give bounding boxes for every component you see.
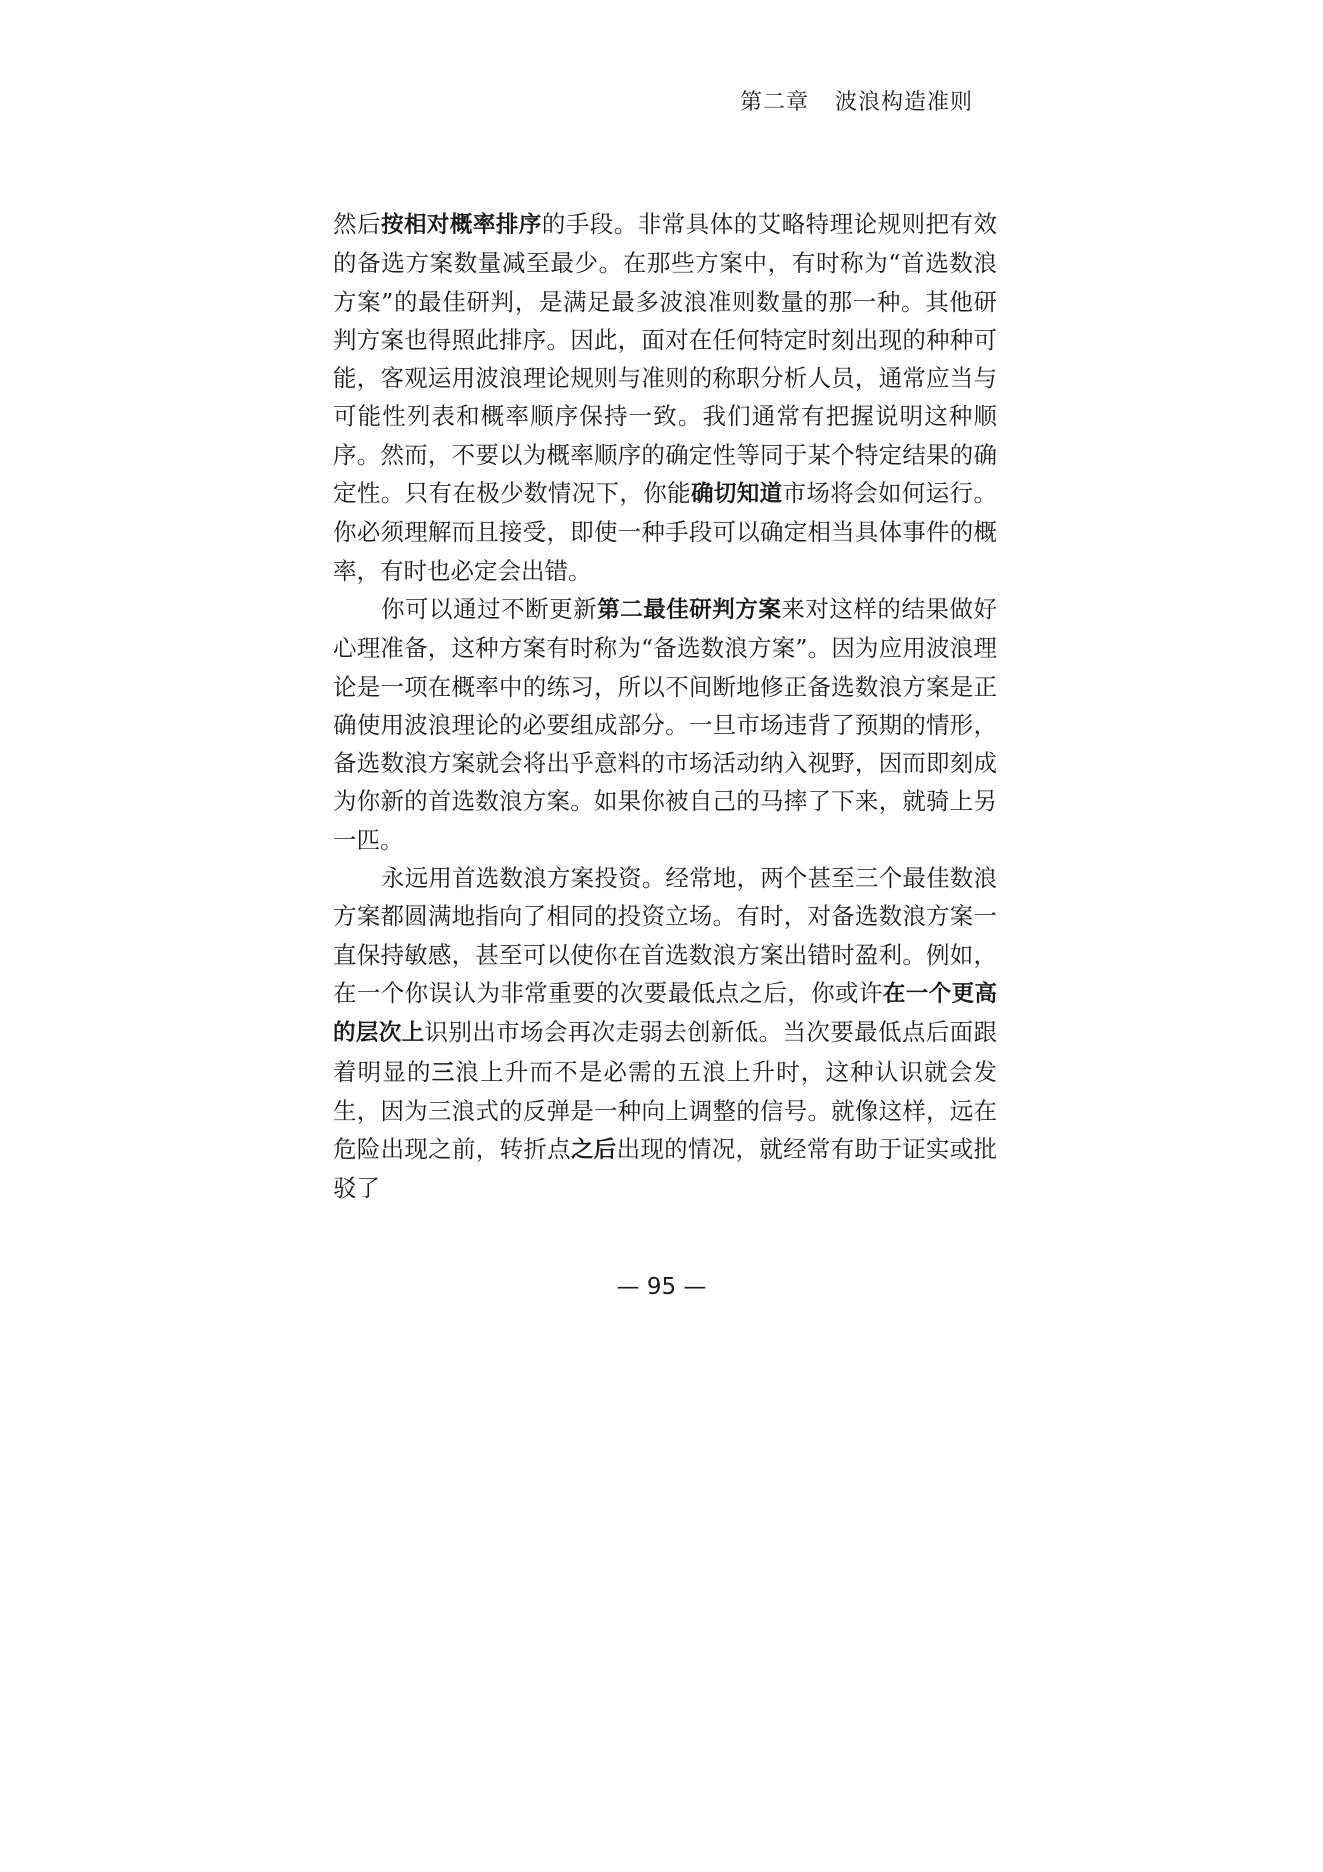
paragraph [333,205,997,590]
chapter-title: 波浪构造准则 [835,90,974,115]
paragraph [333,590,997,859]
emphasized-text: 之后 [570,1137,617,1164]
text-run: 市场将会如何运行。你必须理解而且接受，即使一种手段可以确定相当具体事件的概率，有时也必定会出错。 [333,479,997,585]
page-number: — 95 — [616,1274,707,1300]
text-run: 然后 [333,210,381,238]
body-text [333,205,997,1208]
emphasized-text: 按相对概率排序 [380,212,542,238]
text-run: 你可以通过不断更新 [381,594,598,623]
emphasized-text: 第二最佳研判方案 [597,596,782,623]
running-header [740,88,973,118]
emphasized-text: 确切知道 [691,481,783,508]
text-run: 出现的情况，就经常有助于证实或批驳了 [333,1135,997,1203]
text-run: 浪上升而不是必需的五浪上升时，这种认识就会发生，因为三浪式的反弹是一种向上调整的信号。就像这样，远在危险出现之前，转折点 [333,1057,998,1164]
emphasized-text: 三 [431,1059,456,1086]
text-run: 来对这样的结果做好心理准备，这种方案有时称为“备选数浪方案”。因为应用波浪理论是一项在概率中的练习，所以不间断地修正备选数浪方案是正确使用波浪理论的必要组成部分。一旦市场违背了预期的情形，备选数浪方案就会将出乎意料的市场活动纳入视野，因而即刻成为你新的首选数浪方案。如果你被自己的马摔了下来，就骑上另一匹。 [333,594,997,854]
text-run: 识别出市场会再次走弱去创新低。当次要最低点后面跟着明显的 [333,1018,997,1086]
paragraph [333,859,997,1208]
chapter-number: 第二章 [740,90,810,115]
text-run: 的手段。非常具体的艾略特理论规则把有效的备选方案数量减至最少。在那些方案中，有时称为“首选数浪方案”的最佳研判，是满足最多波浪准则数量的那一种。其他研判方案也得照此排序。因此，面对在任何特定时刻出现的种种可能，客观运用波浪理论规则与准则的称职分析人员，通常应当与可能性列表和概率顺序保持一致。我们通常有把握说明这种顺序。然而，不要以为概率顺序的确定性等同于某个特定结果的确定性。只有在极少数情况下，你能 [333,210,997,508]
text-run: 永远用首选数浪方案投资。经常地，两个甚至三个最佳数浪方案都圆满地指向了相同的投资立场。有时，对备选数浪方案一直保持敏感，甚至可以使你在首选数浪方案出错时盈利。例如，在一个你误认为非常重要的次要最低点之后，你或许 [333,864,997,1007]
emphasized-text: 在一个更高的层次上 [333,980,997,1047]
